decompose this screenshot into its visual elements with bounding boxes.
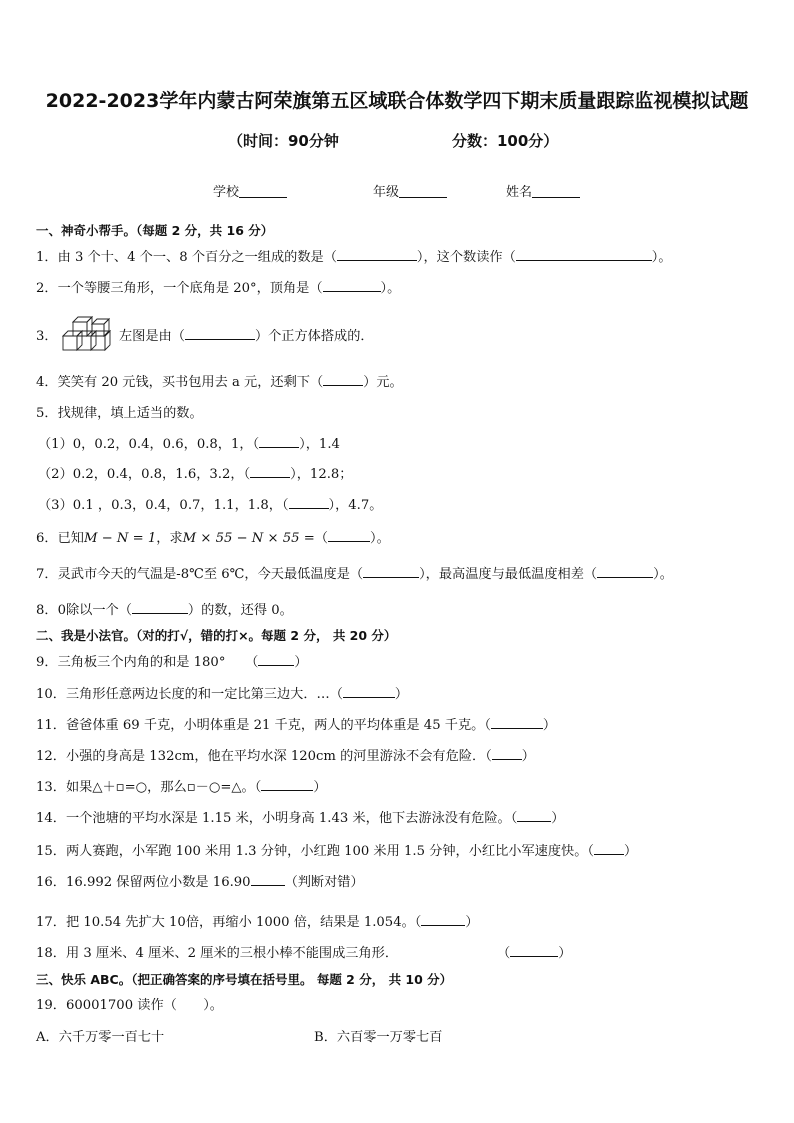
question-16 [36,874,364,892]
q5-2-text: （2）0.2，0.4，0.8，1.6，3.2，（ [38,467,251,482]
q14-text: 14．一个池塘的平均水深是 1.15 米，小明身高 1.43 米，他下去游泳没有危险。（ [36,811,518,826]
question-12 [36,748,535,766]
q7-text-2: ），最高温度与最低温度相差（ [419,567,598,582]
q11-text-2: ） [542,718,557,733]
q1-blank-2[interactable] [516,249,652,261]
score-label: 分数：100分） [452,132,559,150]
q12-blank[interactable] [492,748,522,760]
q18-blank[interactable] [510,945,558,957]
q9-text: 9．三角板三个内角的和是 180° （ [36,655,259,670]
q10-text-2: ） [394,687,409,702]
q18-text: 18．用 3 厘米、4 厘米、2 厘米的三根小棒不能围成三角形． [36,946,399,961]
q6-formula-2: M × 55 − N × 55 = [182,531,315,546]
q7-text: 7．灵武市今天的气温是-8℃至 6℃，今天最低温度是（ [36,567,364,582]
q3-text: 左图是由（ [119,329,185,344]
section-3-heading: 三、快乐 ABC。（把正确答案的序号填在括号里。 每题 2 分， 共 10 分） [36,972,453,987]
question-19-option-a[interactable]: A．六千万零一百七十 [36,1030,165,1045]
question-2 [36,280,400,298]
q15-blank[interactable] [594,843,624,855]
q6-text: 6．已知 [36,531,84,546]
q1-blank-1[interactable] [337,249,417,261]
q8-text-2: ）的数，还得 0。 [187,603,293,618]
time-label: （时间：90分钟 [228,132,339,150]
q7-blank-1[interactable] [363,566,419,578]
q3-text-2: ）个正方体搭成的． [254,329,374,344]
q3-blank[interactable] [185,328,255,340]
q6-text-3: （ [314,531,328,546]
q17-text-2: ） [465,915,479,930]
question-5-2 [38,466,352,484]
q6-text-4: ）。 [369,531,390,546]
question-10 [36,686,408,704]
q4-blank[interactable] [323,374,363,386]
q8-text: 8．0除以一个（ [36,603,132,618]
question-14 [36,810,564,828]
question-5: 5．找规律，填上适当的数。 [36,406,203,421]
q17-text: 17．把 10.54 先扩大 10倍，再缩小 1000 倍，结果是 1.054。（ [36,915,422,930]
q6-formula-1: M − N = 1 [83,531,157,546]
q5-3-text-2: ），4.7。 [328,498,383,513]
question-9 [36,654,308,672]
q17-blank[interactable] [421,914,465,926]
q4-text-2: ）元。 [363,375,403,390]
page-title: 2022-2023学年内蒙古阿荣旗第五区域联合体数学四下期末质量跟踪监视模拟试题 [45,90,749,112]
q5-1-blank[interactable] [259,436,299,448]
question-19-option-b[interactable]: B．六百零一万零七百 [314,1030,443,1045]
name-blank[interactable] [532,185,580,198]
question-3-number: 3． [36,329,58,344]
question-6 [36,530,390,548]
question-3 [119,328,374,346]
cube-stack-image [59,316,119,356]
q6-blank[interactable] [328,530,370,542]
q11-text: 11．爸爸体重 69 千克，小明体重是 21 千克，两人的平均体重是 45 千克。（ [36,718,491,733]
q12-text: 12．小强的身高是 132cm，他在平均水深 120cm 的河里游泳不会有危险．（ [36,749,492,764]
q2-text: 2．一个等腰三角形，一个底角是 20°，顶角是（ [36,281,323,296]
question-13 [36,779,327,797]
q1-text: 1．由 3 个十、4 个一、8 个百分之一组成的数是（ [36,250,337,265]
section-1-heading: 一、神奇小帮手。（每题 2 分，共 16 分） [36,223,274,238]
q10-text: 10．三角形任意两边长度的和一定比第三边大．…（ [36,687,343,702]
q16-text: 16．16.992 保留两位小数是 16.90 [36,875,251,890]
section-2-heading: 二、我是小法官。（对的打√，错的打×。每题 2 分， 共 20 分） [36,628,397,643]
question-8 [36,602,293,620]
q5-1-text-2: ），1.4 [299,437,340,452]
q16-text-2: （判断对错） [284,875,364,890]
question-5-1 [38,436,340,454]
q8-blank[interactable] [132,602,188,614]
question-5-3 [38,497,382,515]
school-field[interactable] [213,181,287,200]
q12-text-2: ） [521,749,535,764]
q13-blank[interactable] [261,779,313,791]
school-label: 学校 [213,185,240,200]
q9-text-2: ） [294,655,308,670]
q9-blank[interactable] [258,654,294,666]
q2-blank[interactable] [323,280,381,292]
q18-text-3: ） [558,946,572,961]
grade-label: 年级 [373,185,400,200]
q1-text-2: ），这个数读作（ [416,250,516,265]
question-4 [36,374,403,392]
q15-text-2: ） [624,844,638,859]
q16-blank[interactable] [251,874,285,886]
question-15 [36,843,637,861]
grade-blank[interactable] [399,185,447,198]
question-18-answer [497,945,571,963]
school-blank[interactable] [239,185,287,198]
q7-blank-2[interactable] [597,566,653,578]
q6-text-2: ，求 [156,531,183,546]
q2-text-2: ）。 [380,281,401,296]
q1-text-3: ）。 [651,250,672,265]
q14-blank[interactable] [517,810,551,822]
question-7 [36,566,673,584]
q5-1-text: （1）0，0.2，0.4，0.6，0.8，1，（ [38,437,260,452]
question-1 [36,249,672,267]
question-17 [36,914,479,932]
q5-3-blank[interactable] [289,497,329,509]
grade-field[interactable] [373,181,447,200]
question-19: 19．60001700 读作（ ）。 [36,998,223,1013]
name-field[interactable] [506,181,580,200]
q5-2-text-2: ），12.8； [290,467,353,482]
q15-text: 15．两人赛跑，小军跑 100 米用 1.3 分钟，小红跑 100 米用 1.5 分钟，小红比小军速度快。（ [36,844,594,859]
q13-text: 13．如果△＋▫=○，那么▫－○=△。（ [36,780,262,795]
q14-text-2: ） [551,811,565,826]
q13-text-2: ） [313,780,327,795]
q5-3-text: （3）0.1 ，0.3，0.4，0.7，1.1，1.8，（ [38,498,289,513]
q7-text-3: ）。 [653,567,673,582]
q11-blank[interactable] [491,717,543,729]
question-18 [36,945,398,963]
name-label: 姓名 [506,185,533,200]
q4-text: 4．笑笑有 20 元钱，买书包用去 a 元，还剩下（ [36,375,324,390]
question-11 [36,717,556,735]
q18-text-2: （ [497,946,511,961]
q10-blank[interactable] [343,686,395,698]
q5-2-blank[interactable] [250,466,290,478]
